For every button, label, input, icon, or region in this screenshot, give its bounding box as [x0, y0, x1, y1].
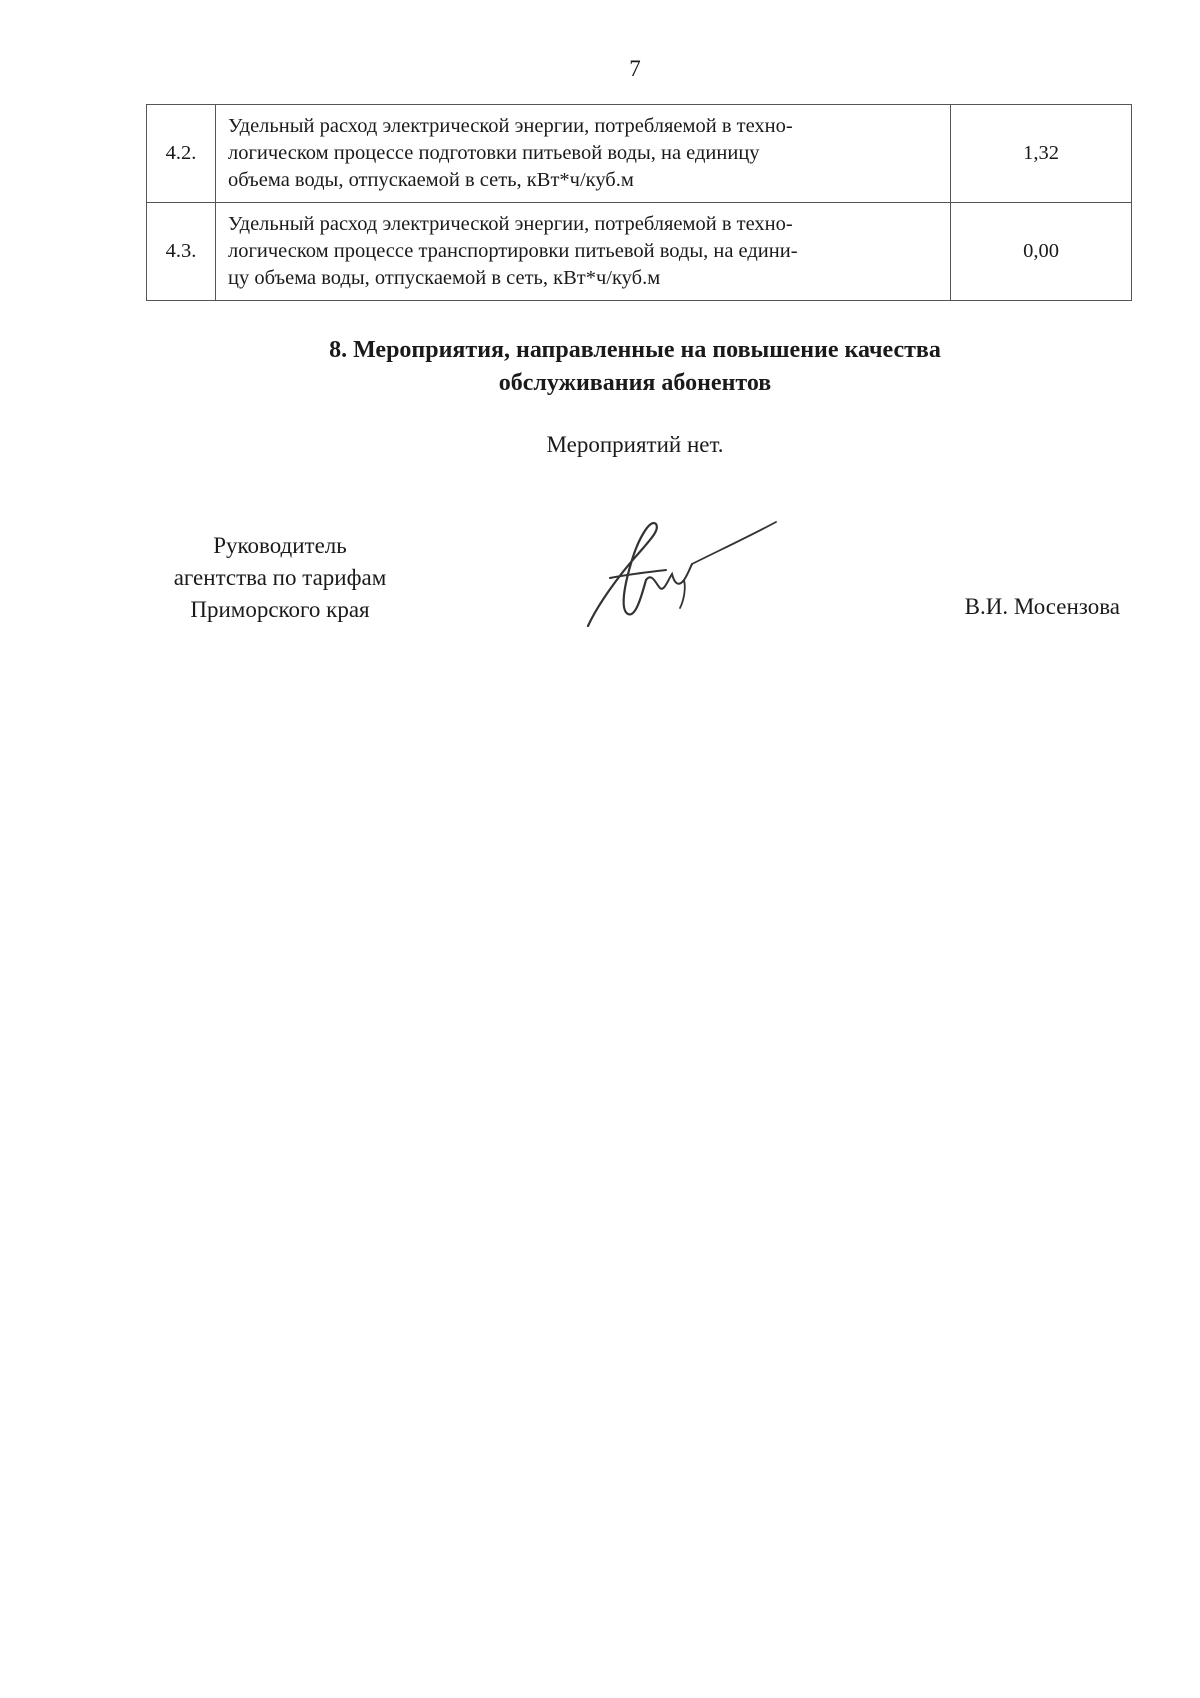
section-title	[0, 334, 1200, 400]
row-description-line: Удельный расход электрической энергии, потребляемой в техно-	[228, 213, 793, 235]
row-description-line: логическом процессе подготовки питьевой воды, на единицу	[228, 142, 760, 164]
row-description-line: логическом процессе транспортировки питьевой воды, на едини-	[228, 240, 798, 262]
indicators-table	[146, 104, 1132, 301]
row-description-line: Удельный расход электрической энергии, потребляемой в техно-	[228, 115, 793, 137]
signer-position-line: Приморского края	[190, 597, 370, 622]
row-number: 4.2.	[147, 105, 216, 203]
row-value: 0,00	[951, 203, 1132, 301]
signer-position	[130, 530, 430, 626]
signer-position-line: агентства по тарифам	[173, 565, 387, 590]
row-description-line: цу объема воды, отпускаемой в сеть, кВт*ч/куб.м	[228, 267, 661, 289]
signer-position-line: Руководитель	[213, 533, 347, 558]
table-row	[147, 203, 1132, 301]
section-title-line: обслуживания абонентов	[498, 370, 772, 396]
row-value: 1,32	[951, 105, 1132, 203]
row-description-line: объема воды, отпускаемой в сеть, кВт*ч/куб.м	[228, 169, 634, 191]
row-description	[216, 203, 951, 301]
section-title-line: 8. Мероприятия, направленные на повышение качества	[329, 337, 941, 363]
row-description	[216, 105, 951, 203]
section-body: Мероприятий нет.	[546, 432, 724, 457]
row-number: 4.3.	[147, 203, 216, 301]
signer-name: В.И. Мосензова	[964, 594, 1120, 619]
handwritten-signature	[580, 514, 780, 634]
page-number: 7	[629, 56, 641, 81]
table-row	[147, 105, 1132, 203]
